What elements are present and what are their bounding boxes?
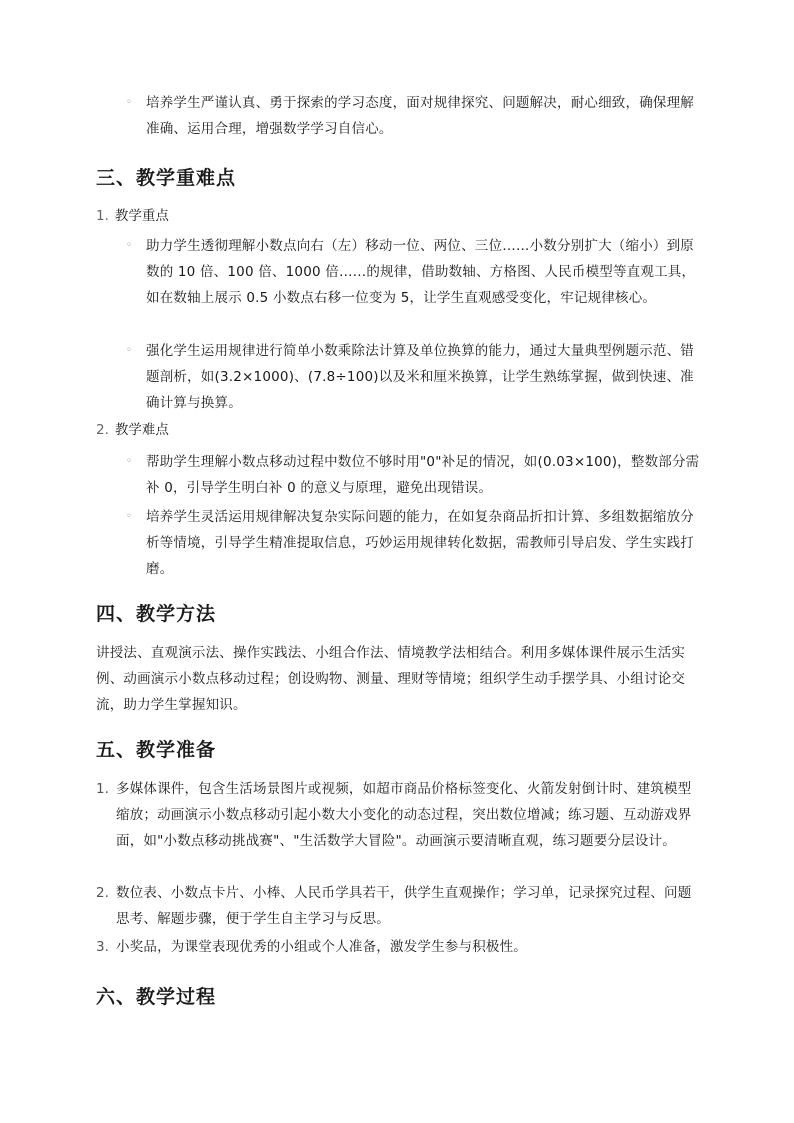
list-number: 1. [96, 208, 109, 224]
bullet-text: 助力学生透彻理解小数点向右（左）移动一位、两位、三位……小数分别扩大（缩小）到原数的 10 倍、100 倍、1000 倍……的规律，借助数轴、方格图、人民币模型等直观工具，如在数轴上展示 0.5 小数点右移一位变为 5，让学生直观感受变化，牢记规律核心。 [146, 238, 696, 306]
subsection-heading [96, 418, 169, 442]
subsection-title: 教学难点 [114, 422, 169, 438]
subsection-heading [96, 204, 169, 228]
list-number: 3. [96, 939, 109, 955]
list-text: 多媒体课件，包含生活场景图片或视频，如超市商品价格标签变化、火箭发射倒计时、建筑模型缩放；动画演示小数点移动引起小数大小变化的动态过程，突出数位增减；练习题、互动游戏界面，如"小数点移动挑战赛"、"生活数学大冒险"。动画演示要清晰直观，练习题要分层设计。 [116, 781, 692, 849]
body-paragraph: 讲授法、直观演示法、操作实践法、小组合作法、情境教学法相结合。利用多媒体课件展示生活实例、动画演示小数点移动过程；创设购物、测量、理财等情境；组织学生动手摆学具、小组讨论交流，助力学生掌握知识。 [96, 645, 686, 713]
list-item [96, 934, 702, 960]
list-item [126, 338, 702, 416]
section-heading: 五、教学准备 [96, 739, 217, 761]
list-text: 小奖品，为课堂表现优秀的小组或个人准备，激发学生参与积极性。 [116, 939, 527, 955]
bullet-icon: ◦ [126, 511, 132, 522]
bullet-text: 帮助学生理解小数点移动过程中数位不够时用"0"补足的情况，如(0.03×100)，整数部分需补 0，引导学生明白补 0 的意义与原理，避免出现错误。 [146, 454, 700, 496]
list-item [96, 776, 702, 854]
section-heading: 六、教学过程 [96, 986, 217, 1008]
list-number: 2. [96, 422, 109, 438]
list-item [126, 233, 702, 311]
bullet-icon: ◦ [126, 456, 132, 467]
bullet-text: 培养学生严谨认真、勇于探索的学习态度，面对规律探究、问题解决，耐心细致，确保理解准确、运用合理，增强数学学习自信心。 [146, 95, 694, 137]
section-heading: 四、教学方法 [96, 603, 217, 625]
bullet-icon: ◦ [126, 240, 132, 251]
bullet-icon: ◦ [126, 97, 132, 108]
list-item [126, 449, 702, 501]
bullet-icon: ◦ [126, 345, 132, 356]
subsection-title: 教学重点 [114, 208, 169, 224]
list-text: 数位表、小数点卡片、小棒、人民币学具若干，供学生直观操作；学习单，记录探究过程、问题思考、解题步骤，便于学生自主学习与反思。 [116, 885, 692, 927]
list-number: 2. [96, 885, 109, 901]
bullet-text: 培养学生灵活运用规律解决复杂实际问题的能力，在如复杂商品折扣计算、多组数据缩放分析等情境，引导学生精准提取信息，巧妙运用规律转化数据，需教师引导启发、学生实践打磨。 [146, 509, 694, 577]
bullet-text: 强化学生运用规律进行简单小数乘除法计算及单位换算的能力，通过大量典型例题示范、错题剖析，如(3.2×1000)、(7.8÷100)以及米和厘米换算，让学生熟练掌握，做到快速、准确计算与换算。 [146, 343, 694, 411]
list-item [126, 504, 702, 582]
list-item [96, 880, 702, 932]
section-heading: 三、教学重难点 [96, 167, 237, 189]
list-number: 1. [96, 781, 109, 797]
list-item [126, 90, 702, 142]
